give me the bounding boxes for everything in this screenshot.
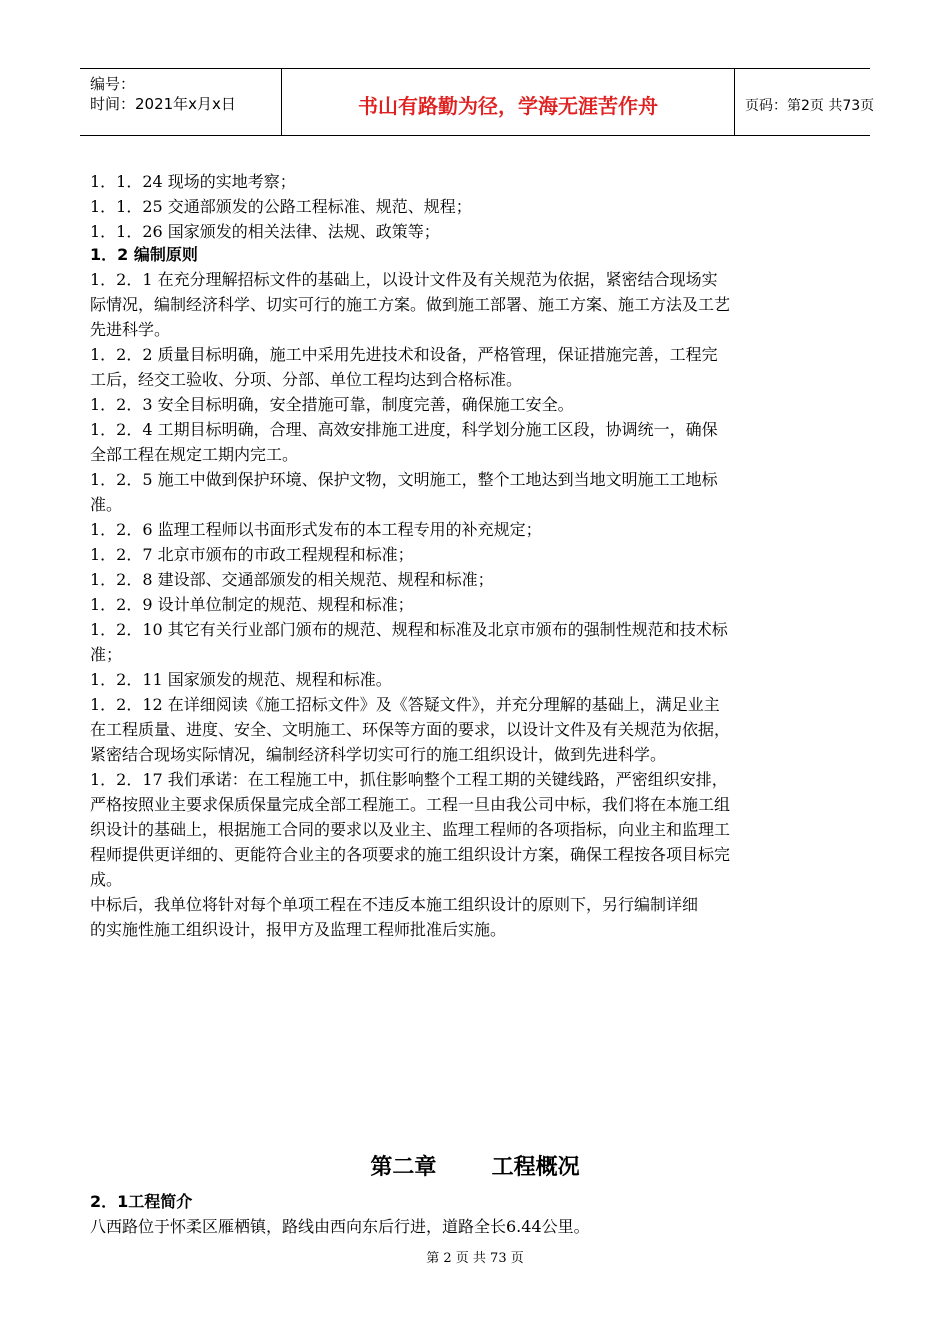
motto-text: 书山有路勤为径，学海无涯苦作舟 bbox=[358, 94, 658, 118]
text-line: 八西路位于怀柔区雁栖镇，路线由西向东后行进，道路全长6.44公里。 bbox=[90, 1217, 590, 1236]
text-line: 在工程质量、进度、安全、文明施工、环保等方面的要求，以设计文件及有关规范为依据， bbox=[90, 720, 731, 739]
header-meta-cell bbox=[80, 69, 282, 135]
header-page-cell bbox=[735, 69, 875, 135]
page-header bbox=[80, 68, 875, 136]
text-line: 织设计的基础上，根据施工合同的要求以及业主、监理工程师的各项指标，向业主和监理工 bbox=[90, 820, 731, 839]
text-line: 1．1．24 现场的实地考察； bbox=[90, 172, 296, 191]
text-line: 1．2．9 设计单位制定的规范、规程和标准； bbox=[90, 595, 414, 614]
text-line: 1．1．25 交通部颁发的公路工程标准、规范、规程； bbox=[90, 197, 472, 216]
text-line: 1．2．17 我们承诺：在工程施工中，抓住影响整个工程工期的关键线路，严密组织安排， bbox=[90, 770, 728, 789]
text-line: 1．2．10 其它有关行业部门颁布的规范、规程和标准及北京市颁布的强制性规范和技术标 bbox=[90, 620, 728, 639]
text-line: 1．1．26 国家颁发的相关法律、法规、政策等； bbox=[90, 222, 440, 241]
text-line: 工后，经交工验收、分项、分部、单位工程均达到合格标准。 bbox=[90, 370, 523, 389]
chapter-title bbox=[0, 1150, 950, 1181]
page-info: 页码：第2页 共73页 bbox=[745, 98, 875, 114]
section-heading: 2．1工程简介 bbox=[90, 1192, 193, 1211]
text-line: 1．2．7 北京市颁布的市政工程规程和标准； bbox=[90, 545, 414, 564]
text-line: 准； bbox=[90, 645, 123, 664]
text-line: 全部工程在规定工期内完工。 bbox=[90, 445, 299, 464]
text-line: 成。 bbox=[90, 870, 123, 889]
text-line: 中标后，我单位将针对每个单项工程在不违反本施工组织设计的原则下，另行编制详细 bbox=[90, 895, 699, 914]
chapter-number: 第二章 bbox=[370, 1155, 437, 1180]
text-line: 1．2．11 国家颁发的规范、规程和标准。 bbox=[90, 670, 392, 689]
text-line: 际情况，编制经济科学、切实可行的施工方案。做到施工部署、施工方案、施工方法及工艺 bbox=[90, 295, 731, 314]
text-line: 1．2．1 在充分理解招标文件的基础上，以设计文件及有关规范为依据，紧密结合现场实 bbox=[90, 270, 718, 289]
text-line: 的实施性施工组织设计，报甲方及监理工程师批准后实施。 bbox=[90, 920, 507, 939]
text-line: 1．2．3 安全目标明确，安全措施可靠，制度完善，确保施工安全。 bbox=[90, 395, 574, 414]
page-footer: 第 2 页 共 73 页 bbox=[426, 1251, 524, 1266]
text-line: 1．2．2 质量目标明确，施工中采用先进技术和设备，严格管理，保证措施完善，工程完 bbox=[90, 345, 718, 364]
text-line: 1．2．6 监理工程师以书面形式发布的本工程专用的补充规定； bbox=[90, 520, 542, 539]
text-line: 1．2．12 在详细阅读《施工招标文件》及《答疑文件》，并充分理解的基础上，满足业主 bbox=[90, 695, 720, 714]
text-line: 1．2．8 建设部、交通部颁发的相关规范、规程和标准； bbox=[90, 570, 494, 589]
text-line: 严格按照业主要求保质保量完成全部工程施工。工程一旦由我公司中标，我们将在本施工组 bbox=[90, 795, 731, 814]
chapter-name: 工程概况 bbox=[491, 1155, 580, 1180]
header-motto-cell bbox=[282, 69, 735, 135]
text-line: 程师提供更详细的、更能符合业主的各项要求的施工组织设计方案，确保工程按各项目标完 bbox=[90, 845, 731, 864]
section-heading: 1．2 编制原则 bbox=[90, 245, 198, 264]
code-label: 编号： bbox=[90, 75, 136, 93]
text-line: 先进科学。 bbox=[90, 320, 171, 339]
text-line: 紧密结合现场实际情况，编制经济科学切实可行的施工组织设计，做到先进科学。 bbox=[90, 745, 667, 764]
text-line: 1．2．5 施工中做到保护环境、保护文物，文明施工，整个工地达到当地文明施工工地标 bbox=[90, 470, 718, 489]
date-label: 时间：2021年x月x日 bbox=[90, 95, 236, 113]
text-line: 1．2．4 工期目标明确，合理、高效安排施工进度，科学划分施工区段，协调统一，确保 bbox=[90, 420, 718, 439]
text-line: 准。 bbox=[90, 495, 123, 514]
